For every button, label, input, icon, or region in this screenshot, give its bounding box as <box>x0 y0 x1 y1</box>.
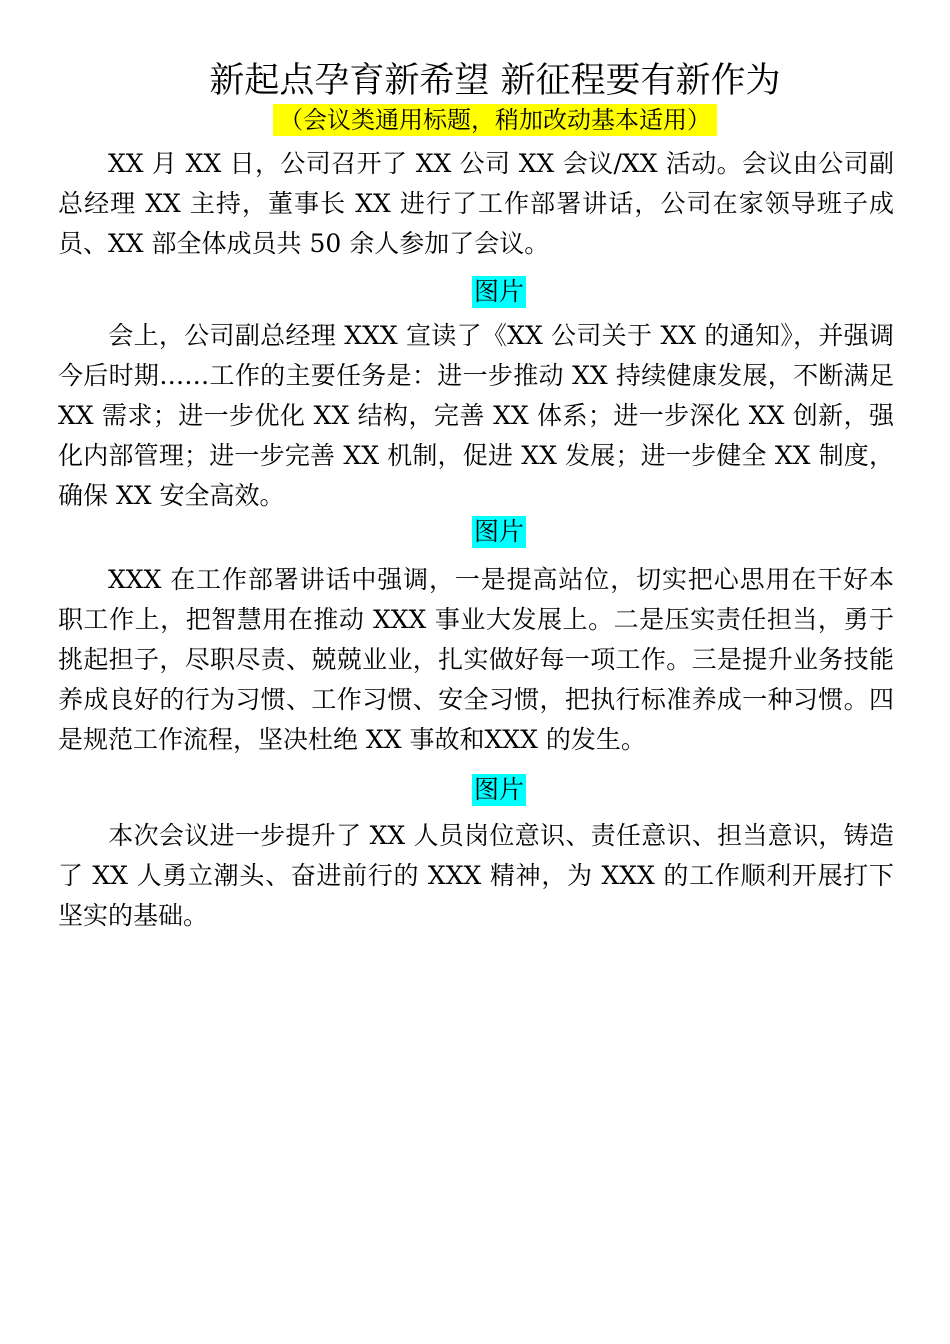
paragraph-3 <box>58 560 894 760</box>
image-placeholder-2-container <box>0 516 950 548</box>
subtitle-container <box>0 104 950 136</box>
paragraph-4-text: 本次会议进一步提升了 XX 人员岗位意识、责任意识、担当意识，铸造了 XX 人勇立潮头、奋进前行的 XXX 精神，为 XXX 的工作顺利开展打下坚实的基础。 <box>58 821 894 930</box>
image-placeholder-2: 图片 <box>473 517 524 546</box>
paragraph-4 <box>58 816 894 936</box>
paragraph-2 <box>58 316 894 516</box>
image-placeholder-1: 图片 <box>473 277 524 306</box>
paragraph-2-text: 会上，公司副总经理 XXX 宣读了《XX 公司关于 XX 的通知》，并强调今后时期……工作的主要任务是：进一步推动 XX 持续健康发展，不断满足 XX 需求；进一步优化 XX 结构，完善 XX 体系；进一步深化 XX 创新，强化内部管理；进一步完善 XX 机制，促进 XX 发展；进一步健全 XX 制度，确保 XX 安全高效。 <box>58 321 894 510</box>
paragraph-1 <box>58 144 894 264</box>
image-placeholder-1-container <box>0 276 950 308</box>
image-placeholder-3-container <box>0 774 950 806</box>
paragraph-1-text: XX 月 XX 日，公司召开了 XX 公司 XX 会议/XX 活动。会议由公司副总经理 XX 主持，董事长 XX 进行了工作部署讲话，公司在家领导班子成员、XX 部全体成员共 50 余人参加了会议。 <box>58 149 894 258</box>
image-placeholder-3: 图片 <box>473 775 524 804</box>
paragraph-3-text: XXX 在工作部署讲话中强调，一是提高站位，切实把心思用在干好本职工作上，把智慧用在推动 XXX 事业大发展上。二是压实责任担当，勇于挑起担子，尽职尽责、兢兢业业，扎实做好每一项工作。三是提升业务技能养成良好的行为习惯、工作习惯、安全习惯，把执行标准养成一种习惯。四是规范工作流程，坚决杜绝 XX 事故和XXX 的发生。 <box>58 565 894 754</box>
document-title: 新起点孕育新希望 新征程要有新作为 <box>209 61 781 101</box>
document-subtitle: （会议类通用标题，稍加改动基本适用） <box>273 104 717 136</box>
